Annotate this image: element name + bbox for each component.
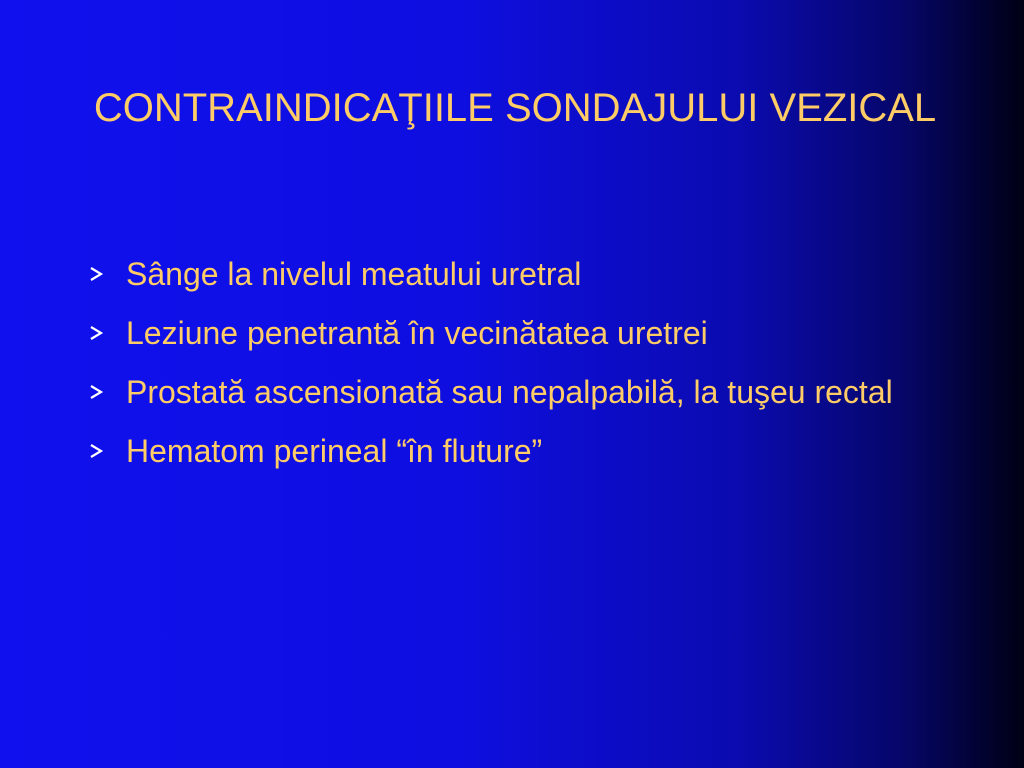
arrowhead-bullet-icon xyxy=(88,255,126,293)
slide-title: CONTRAINDICAŢIILE SONDAJULUI VEZICAL xyxy=(93,86,937,130)
bullet-item xyxy=(88,432,908,470)
bullet-list xyxy=(88,255,908,491)
bullet-text: Sânge la nivelul meatului uretral xyxy=(126,256,582,292)
bullet-text: Hematom perineal “în fluture” xyxy=(126,433,543,469)
bullet-item xyxy=(88,373,908,411)
arrowhead-bullet-icon xyxy=(88,373,126,411)
bullet-item xyxy=(88,255,908,293)
arrowhead-bullet-icon xyxy=(88,432,126,470)
bullet-text: Prostată ascensionată sau nepalpabilă, la tuşeu rectal xyxy=(126,374,893,410)
arrowhead-bullet-icon xyxy=(88,314,126,352)
bullet-text: Leziune penetrantă în vecinătatea uretrei xyxy=(126,315,708,351)
bullet-item xyxy=(88,314,908,352)
